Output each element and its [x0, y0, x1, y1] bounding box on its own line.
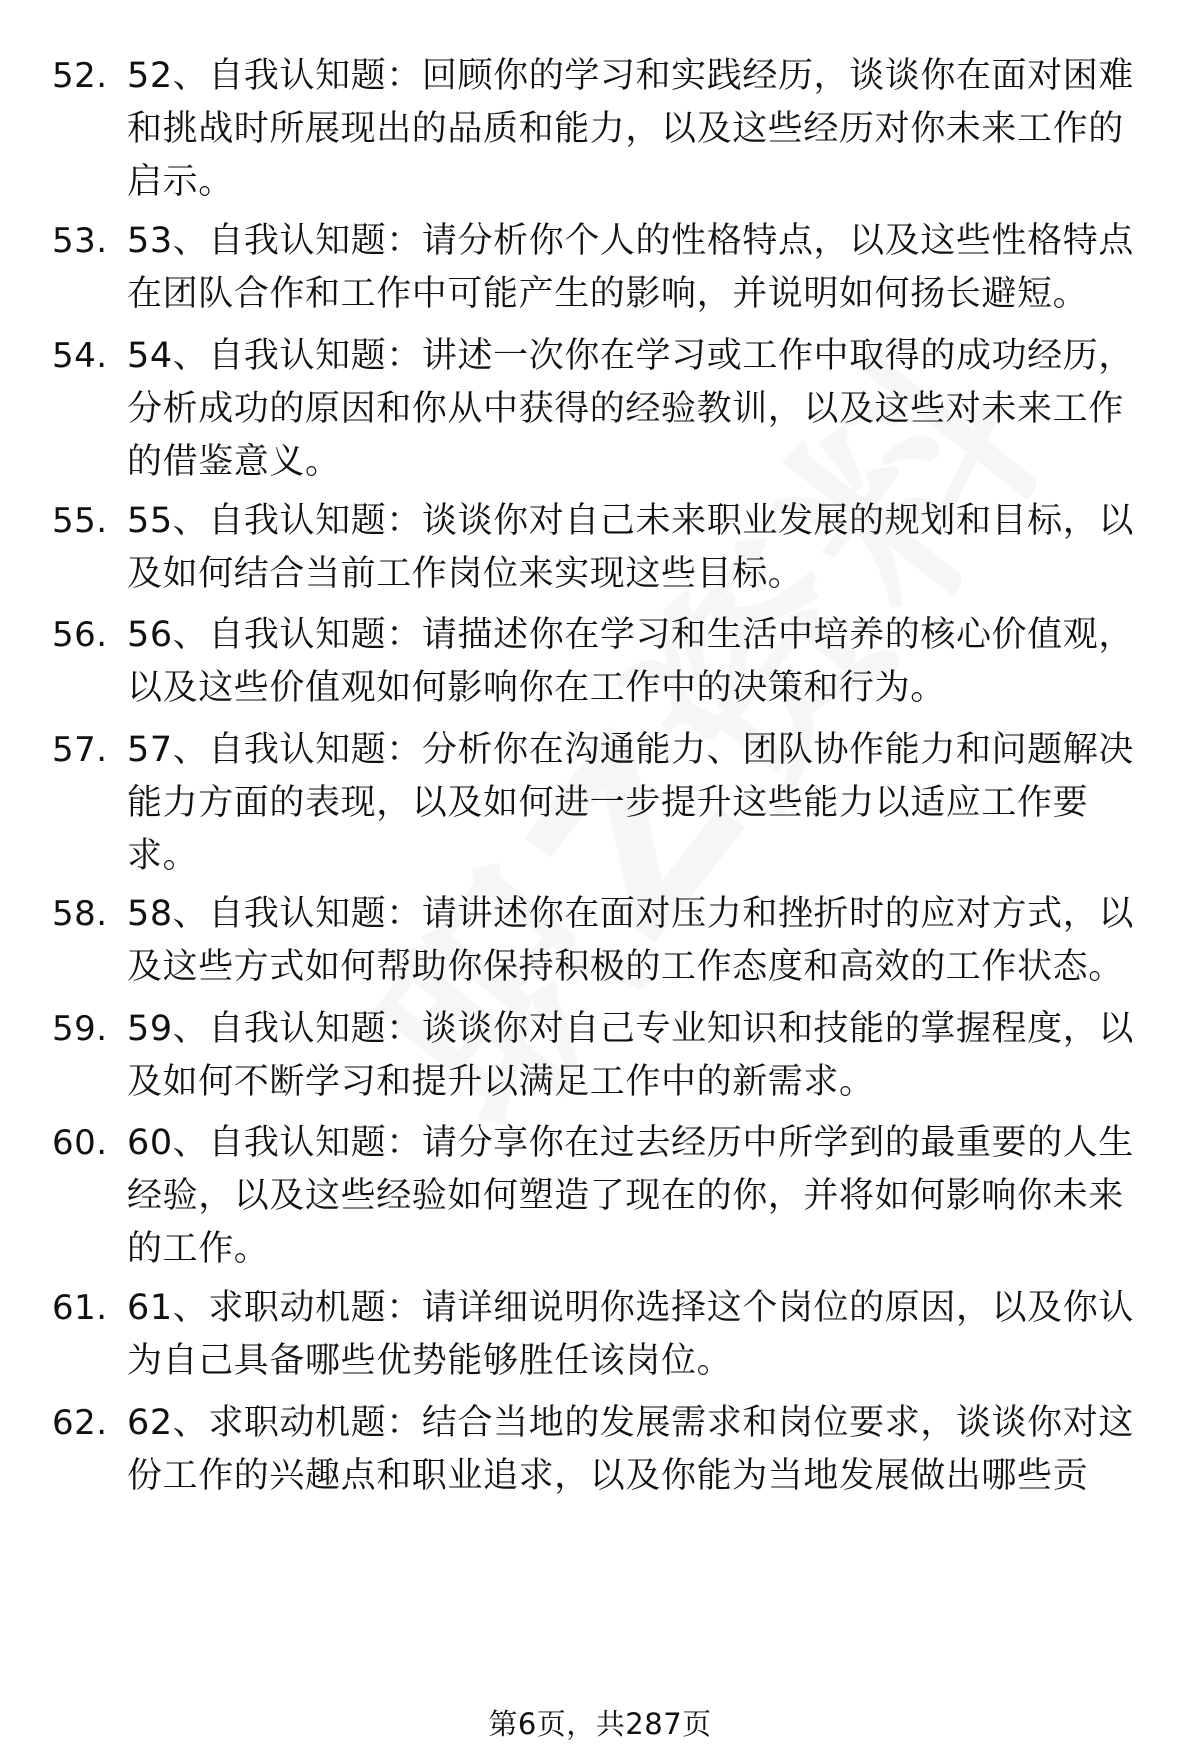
- item-number: 57.: [52, 730, 108, 770]
- item-number: 62.: [52, 1403, 108, 1443]
- item-text: 55、自我认知题：谈谈你对自己未来职业发展的规划和目标，以及如何结合当前工作岗位来实现这些目标。: [127, 501, 1134, 594]
- item-text: 52、自我认知题：回顾你的学习和实践经历，谈谈你在面对困难和挑战时所展现出的品质和能力，以及这些经历对你未来工作的启示。: [127, 56, 1134, 202]
- item-text: 56、自我认知题：请描述你在学习和生活中培养的核心价值观，以及这些价值观如何影响你在工作中的决策和行为。: [127, 615, 1134, 708]
- item-text: 62、求职动机题：结合当地的发展需求和岗位要求，谈谈你对这份工作的兴趣点和职业追求，以及你能为当地发展做出哪些贡: [127, 1403, 1134, 1496]
- item-number: 53.: [52, 221, 108, 261]
- item-number: 56.: [52, 615, 108, 655]
- item-text: 58、自我认知题：请讲述你在面对压力和挫折时的应对方式，以及这些方式如何帮助你保持积极的工作态度和高效的工作状态。: [127, 894, 1134, 987]
- item-number: 60.: [52, 1123, 108, 1163]
- item-text: 59、自我认知题：谈谈你对自己专业知识和技能的掌握程度，以及如何不断学习和提升以满足工作中的新需求。: [127, 1009, 1134, 1102]
- item-number: 54.: [52, 336, 108, 376]
- item-number: 61.: [52, 1288, 108, 1328]
- item-text: 57、自我认知题：分析你在沟通能力、团队协作能力和问题解决能力方面的表现，以及如何进一步提升这些能力以适应工作要求。: [127, 730, 1134, 876]
- item-number: 55.: [52, 501, 108, 541]
- item-text: 60、自我认知题：请分享你在过去经历中所学到的最重要的人生经验，以及这些经验如何塑造了现在的你，并将如何影响你未来的工作。: [127, 1123, 1134, 1269]
- item-text: 53、自我认知题：请分析你个人的性格特点，以及这些性格特点在团队合作和工作中可能产生的影响，并说明如何扬长避短。: [127, 221, 1134, 314]
- item-text: 61、求职动机题：请详细说明你选择这个岗位的原因，以及你认为自己具备哪些优势能够胜任该岗位。: [127, 1288, 1134, 1381]
- item-text: 54、自我认知题：讲述一次你在学习或工作中取得的成功经历，分析成功的原因和你从中获得的经验教训，以及这些对未来工作的借鉴意义。: [127, 336, 1134, 482]
- item-number: 58.: [52, 894, 108, 934]
- page-footer: 第6页，共287页: [488, 1707, 712, 1741]
- item-number: 52.: [52, 56, 108, 96]
- item-number: 59.: [52, 1009, 108, 1049]
